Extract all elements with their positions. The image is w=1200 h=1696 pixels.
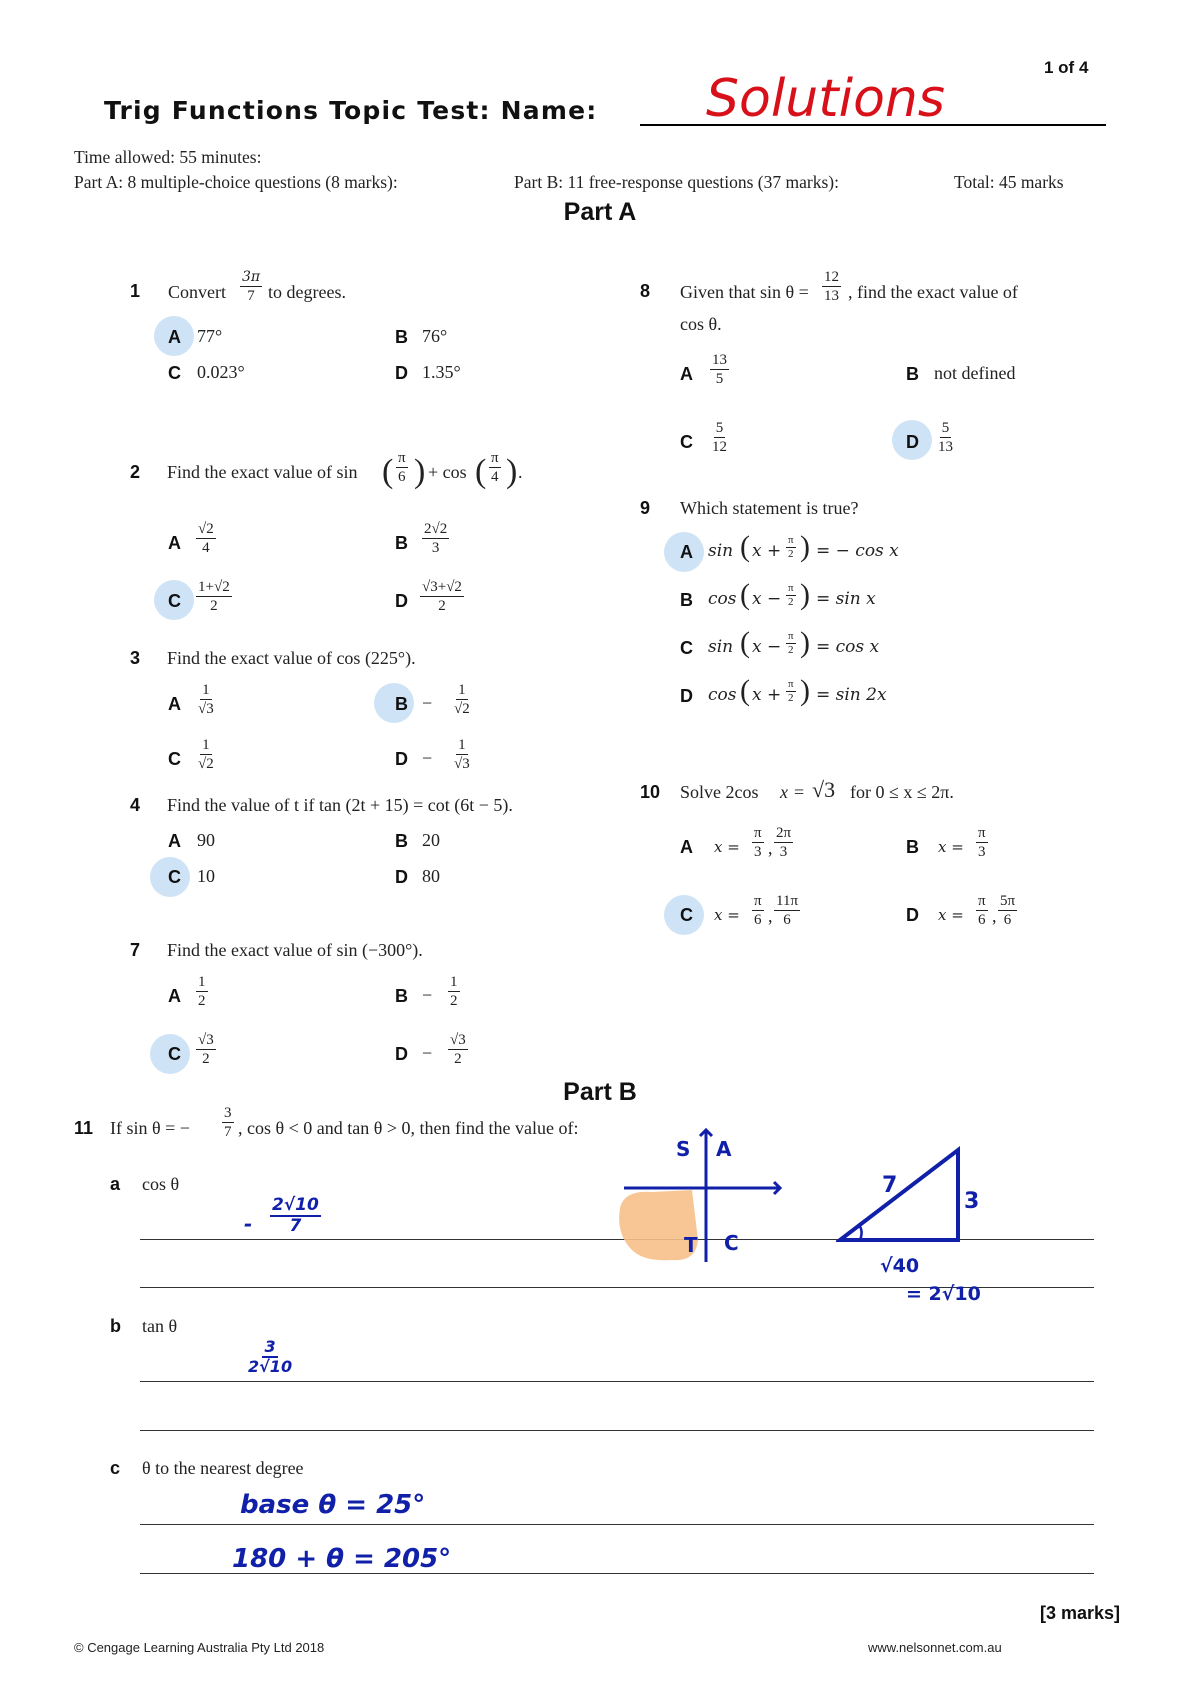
option-d-letter[interactable]: D xyxy=(906,905,919,925)
option-c-fraction: $\frac{√3}{2}$ xyxy=(198,1032,214,1067)
answer-line[interactable] xyxy=(140,1381,1094,1382)
paren-open: ( xyxy=(740,530,750,563)
handwritten-tan-answer: $\frac{3}{2√10}$ xyxy=(248,1337,293,1376)
question-number: 7 xyxy=(130,940,141,960)
question-text: , cos θ < 0 and tan θ > 0, then find the value of: xyxy=(238,1118,579,1138)
fraction: $\frac{\pi}{6}$ xyxy=(754,893,762,928)
right-side: = sin 2x xyxy=(816,685,887,705)
paren-close: ) xyxy=(414,453,426,490)
equals: = xyxy=(794,782,805,802)
minus-sign: − xyxy=(422,693,433,713)
sqrt-three: √3 xyxy=(812,777,836,802)
option-d-fraction: $\frac{√3+√2}{2}$ xyxy=(422,579,462,614)
question-text: cos θ. xyxy=(680,314,722,334)
option-d-letter[interactable]: D xyxy=(395,1044,408,1064)
argument: x − xyxy=(752,637,782,657)
question-text: Find the value of t if tan (2t + 15) = cot (6t − 5). xyxy=(167,795,513,815)
question-number: 10 xyxy=(640,782,661,802)
paren-open: ( xyxy=(740,674,750,707)
option-c-letter[interactable]: C xyxy=(168,749,181,769)
sub-question-text: θ to the nearest degree xyxy=(142,1458,304,1478)
fraction: $\frac{\pi}{2}$ xyxy=(788,630,794,656)
option-a-letter[interactable]: A xyxy=(168,694,181,714)
paren-open: ( xyxy=(740,626,750,659)
option-c-fraction: $\frac{1+√2}{2}$ xyxy=(198,579,230,614)
option-b-fraction: $\frac{1}{2}$ xyxy=(450,974,458,1009)
option-d-letter[interactable]: D xyxy=(395,591,408,611)
option-b-letter[interactable]: B xyxy=(906,837,919,857)
fraction: $\frac{5\pi}{6}$ xyxy=(1000,893,1016,928)
option-b-fraction: $\frac{1}{√2}$ xyxy=(454,682,470,717)
question-text: Given that sin θ = xyxy=(680,282,809,302)
option-c-letter[interactable]: C xyxy=(168,1044,181,1064)
question-text: Convert xyxy=(168,282,226,302)
fraction: $\frac{\pi}{6}$ xyxy=(398,450,406,485)
answer-line[interactable] xyxy=(140,1524,1094,1525)
paren-open: ( xyxy=(475,453,487,490)
option-b-letter[interactable]: B xyxy=(395,327,408,347)
option-b-letter[interactable]: B xyxy=(395,986,408,1006)
svg-text:S: S xyxy=(676,1137,691,1161)
option-a-letter[interactable]: A xyxy=(168,533,181,553)
right-side: = − cos x xyxy=(816,541,899,561)
option-d-letter[interactable]: D xyxy=(906,432,919,452)
question-text: , find the exact value of xyxy=(848,282,1018,302)
paren-open: ( xyxy=(382,453,394,490)
option-lhs: x = xyxy=(938,906,964,924)
paren-close: ) xyxy=(800,530,810,563)
option-d-letter[interactable]: D xyxy=(395,749,408,769)
question-text: . xyxy=(518,462,523,482)
handwritten-minus: - xyxy=(244,1212,253,1236)
option-d-fraction: $\frac{1}{√3}$ xyxy=(454,737,470,772)
argument: x − xyxy=(752,589,782,609)
marks-label: [3 marks] xyxy=(1040,1603,1121,1623)
question-text: Find the exact value of sin (−300°). xyxy=(167,940,423,960)
option-a-fraction: $\frac{1}{2}$ xyxy=(198,974,206,1009)
fraction: $\frac{11\pi}{6}$ xyxy=(776,893,799,928)
option-a-letter[interactable]: A xyxy=(680,837,693,857)
option-a-letter[interactable]: A xyxy=(680,542,693,562)
option-d-value: 1.35° xyxy=(422,362,461,382)
paren-open: ( xyxy=(740,578,750,611)
option-b-letter[interactable]: B xyxy=(395,533,408,553)
option-b-letter[interactable]: B xyxy=(906,364,919,384)
paren-close: ) xyxy=(800,674,810,707)
option-d-fraction: $\frac{5}{13}$ xyxy=(938,420,953,455)
option-lhs: x = xyxy=(714,906,740,924)
sub-question-label: b xyxy=(110,1316,121,1336)
quadrant-sketch xyxy=(612,1120,792,1270)
sub-question-text: tan θ xyxy=(142,1316,178,1336)
question-text: for 0 ≤ x ≤ 2π. xyxy=(850,782,954,802)
time-allowed: Time allowed: 55 minutes: xyxy=(74,147,262,167)
option-c-fraction: $\frac{5}{12}$ xyxy=(712,420,727,455)
fraction: $\frac{\pi}{6}$ xyxy=(978,893,986,928)
question-text: Solve 2cos xyxy=(680,782,759,802)
svg-text:3: 3 xyxy=(964,1189,980,1214)
option-b-fraction: $\frac{2√2}{3}$ xyxy=(424,521,448,556)
option-a-fraction: $\frac{1}{√3}$ xyxy=(198,682,214,717)
option-a-letter[interactable]: A xyxy=(168,986,181,1006)
question-number: 3 xyxy=(130,648,141,668)
part-a-info: Part A: 8 multiple-choice questions (8 marks): xyxy=(74,172,398,192)
question-text: Find the exact value of cos (225°). xyxy=(167,648,416,668)
question-number: 8 xyxy=(640,281,651,301)
fraction: $\frac{\pi}{3}$ xyxy=(978,825,986,860)
copyright: © Cengage Learning Australia Pty Ltd 2018 xyxy=(74,1640,325,1655)
sub-question-text: cos θ xyxy=(142,1174,180,1194)
part-b-heading: Part B xyxy=(563,1078,637,1106)
option-d-value: 80 xyxy=(422,866,440,886)
minus-sign: − xyxy=(422,748,433,768)
fraction: $\frac{2\pi}{3}$ xyxy=(776,825,792,860)
trig-function: cos xyxy=(708,589,737,609)
paren-close: ) xyxy=(506,453,518,490)
option-c-letter[interactable]: C xyxy=(168,591,181,611)
minus-sign: − xyxy=(422,1043,433,1063)
question-text: to degrees. xyxy=(268,282,346,302)
fraction: $\frac{\pi}{2}$ xyxy=(788,678,794,704)
handwritten-base-angle: base θ = 25° xyxy=(240,1490,426,1520)
option-c-value: 0.023° xyxy=(197,362,245,382)
option-a-fraction: $\frac{13}{5}$ xyxy=(712,352,727,387)
svg-text:A: A xyxy=(716,1137,732,1161)
paren-close: ) xyxy=(800,578,810,611)
option-d-fraction: $\frac{√3}{2}$ xyxy=(450,1032,466,1067)
option-b-value: 20 xyxy=(422,830,440,850)
option-c-fraction: $\frac{1}{√2}$ xyxy=(198,737,214,772)
fraction: $\frac{3}{7}$ xyxy=(224,1105,232,1140)
question-number: 1 xyxy=(130,281,141,301)
option-b-value: 76° xyxy=(422,326,448,346)
part-a-heading: Part A xyxy=(563,198,637,226)
right-side: = sin x xyxy=(816,589,876,609)
total-marks: Total: 45 marks xyxy=(954,172,1064,192)
question-text: If sin θ = − xyxy=(110,1118,190,1138)
sub-question-label: c xyxy=(110,1458,121,1478)
right-side: = cos x xyxy=(816,637,880,657)
option-a-letter[interactable]: A xyxy=(680,364,693,384)
fraction: $\frac{\pi}{3}$ xyxy=(754,825,762,860)
option-c-letter[interactable]: C xyxy=(168,867,181,887)
question-number: 2 xyxy=(130,462,141,482)
page-title: Trig Functions Topic Test: Name: xyxy=(104,96,598,125)
argument: x + xyxy=(752,541,782,561)
option-b-value: not defined xyxy=(934,363,1016,383)
question-number: 4 xyxy=(130,795,141,815)
triangle-sketch xyxy=(836,1136,1036,1308)
question-text: + cos xyxy=(428,462,467,482)
question-text: Which statement is true? xyxy=(680,498,859,518)
paren-close: ) xyxy=(800,626,810,659)
option-b-letter[interactable]: B xyxy=(680,590,693,610)
option-lhs: x = xyxy=(714,838,740,856)
option-c-value: 10 xyxy=(197,866,215,886)
svg-text:7: 7 xyxy=(882,1173,898,1198)
option-lhs: x = xyxy=(938,838,964,856)
option-a-letter[interactable]: A xyxy=(168,831,181,851)
trig-function: sin xyxy=(708,541,734,561)
trig-function: cos xyxy=(708,685,737,705)
answer-highlight xyxy=(374,683,414,723)
handwritten-solutions-icon xyxy=(700,58,1030,124)
question-text: Find the exact value of sin xyxy=(167,462,358,482)
svg-text:= 2√10: = 2√10 xyxy=(906,1283,981,1305)
option-a-value: 77° xyxy=(197,326,223,346)
option-d-letter[interactable]: D xyxy=(395,363,408,383)
option-d-letter[interactable]: D xyxy=(680,686,693,706)
minus-sign: − xyxy=(422,985,433,1005)
fraction: $\frac{\pi}{4}$ xyxy=(491,450,499,485)
variable: x xyxy=(780,782,788,802)
option-b-letter[interactable]: B xyxy=(395,831,408,851)
question-number: 11 xyxy=(74,1118,94,1138)
question-number: 9 xyxy=(640,498,651,518)
fraction: $\frac{3\pi}{7}$ xyxy=(242,269,261,304)
argument: x + xyxy=(752,685,782,705)
sub-question-label: a xyxy=(110,1174,121,1194)
option-a-letter[interactable]: A xyxy=(168,327,181,347)
handwritten-cos-answer: $\frac{2√10}{7}$ xyxy=(272,1195,319,1236)
website-link[interactable]: www.nelsonnet.com.au xyxy=(868,1640,1002,1655)
answer-line[interactable] xyxy=(140,1430,1094,1431)
option-c-letter[interactable]: C xyxy=(680,432,693,452)
fraction: $\frac{\pi}{2}$ xyxy=(788,582,794,608)
option-a-value: 90 xyxy=(197,830,215,850)
svg-text:T: T xyxy=(684,1233,698,1257)
option-b-letter[interactable]: B xyxy=(395,694,408,714)
option-a-fraction: $\frac{√2}{4}$ xyxy=(198,521,214,556)
fraction: $\frac{\pi}{2}$ xyxy=(788,534,794,560)
option-c-letter[interactable]: C xyxy=(680,905,693,925)
svg-text:√40: √40 xyxy=(880,1255,920,1277)
part-b-info: Part B: 11 free-response questions (37 marks): xyxy=(514,172,839,192)
handwritten-final-angle: 180 + θ = 205° xyxy=(232,1544,452,1574)
option-c-letter[interactable]: C xyxy=(680,638,693,658)
option-c-letter[interactable]: C xyxy=(168,363,181,383)
svg-text:Solutions: Solutions xyxy=(706,69,945,124)
page-number: 1 of 4 xyxy=(1044,58,1089,77)
trig-function: sin xyxy=(708,637,734,657)
fraction: $\frac{12}{13}$ xyxy=(824,269,839,304)
svg-text:C: C xyxy=(724,1231,739,1255)
option-d-letter[interactable]: D xyxy=(395,867,408,887)
